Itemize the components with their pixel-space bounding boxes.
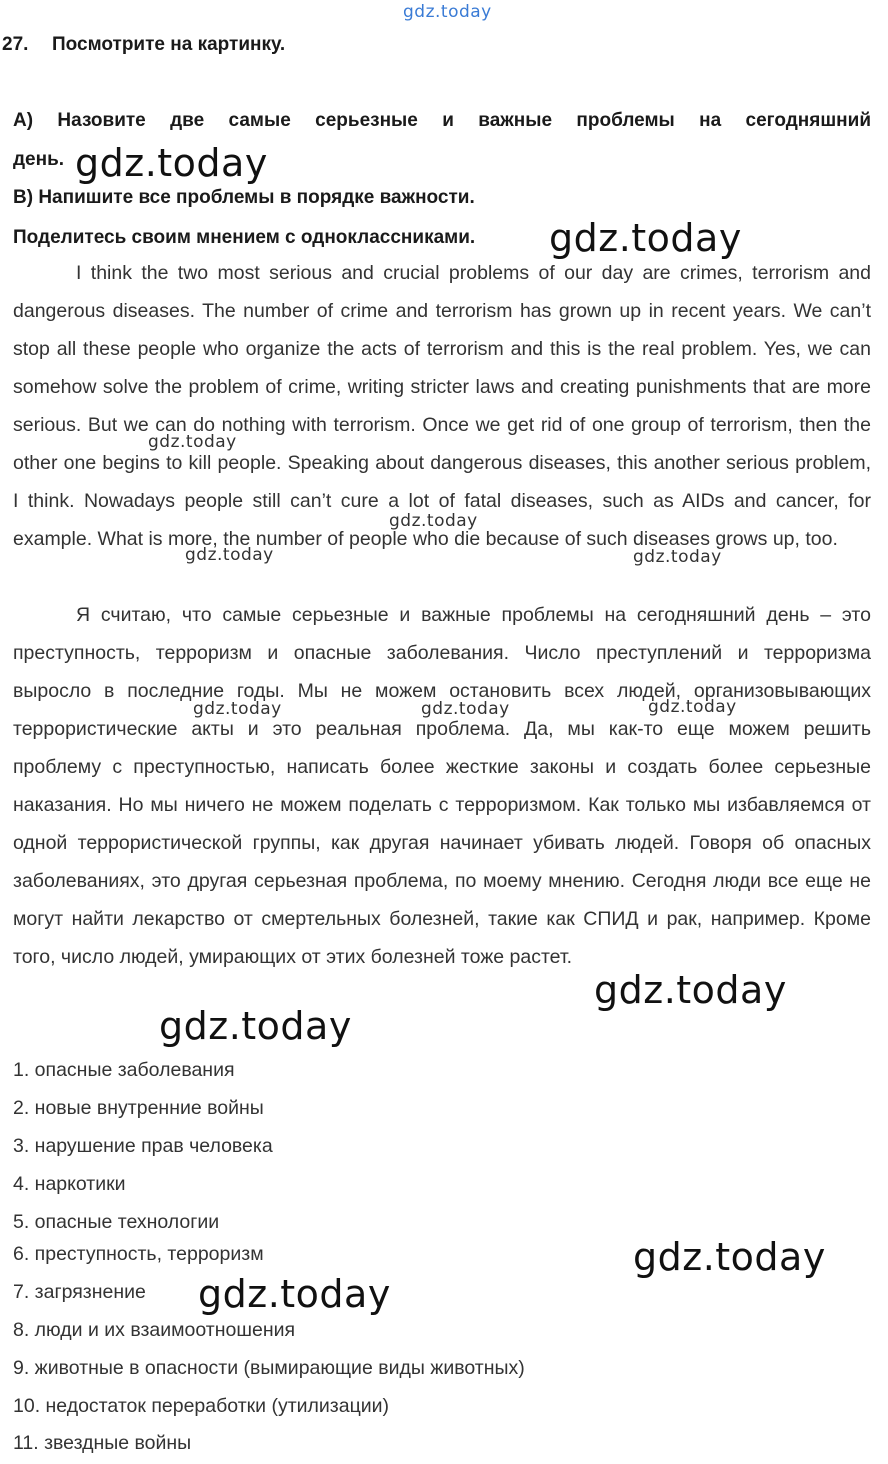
list-item: 10. недостаток переработки (утилизации) [13,1395,390,1417]
list-item: 2. новые внутренние войны [13,1097,264,1119]
answer-russian-text: Я считаю, что самые серьезные и важные проблемы на сегодняшний день – это преступность, терроризм и опасные заболевания. Число преступлений и терроризма выросло в последние годы. Мы не можем остановить всех людей, организовывающих террористические акты и это реальная проблема. Да, мы как-то еще можем решить проблему с преступностью, написать более жесткие законы и создать более серьезные наказания. Но мы ничего не можем поделать с терроризмом. Как только мы избавляемся от одной террористической группы, как другая начинает убивать людей. Говоря об опасных заболеваниях, это другая серьезная проблема, по моему мнению. Сегодня люди все еще не могут найти лекарство от смертельных болезней, такие как СПИД и рак, например. Кроме того, число людей, умирающих от этих болезней тоже растет. [13,604,871,968]
list-item: 1. опасные заболевания [13,1059,235,1081]
list-item: 6. преступность, терроризм [13,1243,264,1265]
list-item: 9. животные в опасности (вымирающие виды животных) [13,1357,525,1379]
watermark: gdz.today [159,1004,352,1048]
watermark: gdz.today [648,697,737,717]
answer-russian [13,596,871,976]
watermark: gdz.today [198,1272,391,1316]
watermark: gdz.today [633,1235,826,1279]
task-a-line2: день. [13,149,65,170]
watermark: gdz.today [421,699,510,719]
task-a-line1: А) Назовите две самые серьезные и важные проблемы на сегодняшний [13,110,871,131]
watermark: gdz.today [594,968,787,1012]
watermark: gdz.today [633,547,722,567]
watermark: gdz.today [75,141,268,185]
watermark: gdz.today [148,432,237,452]
exercise-number: 27. [2,34,29,55]
list-item: 8. люди и их взаимоотношения [13,1319,296,1341]
watermark: gdz.today [193,699,282,719]
list-item: 5. опасные технологии [13,1211,220,1233]
watermark: gdz.today [549,216,742,260]
list-item: 11. звездные войны [13,1432,192,1454]
answer-english-text: I think the two most serious and crucial problems of our day are crimes, terrorism and dangerous diseases. The number of crime and terrorism has grown up in recent years. We can’t stop all these people who organize the acts of terrorism and this is the real problem. Yes, we can somehow solve the problem of crime, writing stricter laws and creating punishments that are more serious. But we can do nothing with terrorism. Once we get rid of one group of terrorism, then the other one begins to kill people. Speaking about dangerous diseases, this another serious problem, I think. Nowadays people still can’t cure a lot of fatal diseases, such as AIDs and cancer, for example. What is more, the number of people who die because of such diseases grows up, too. [13,262,871,550]
list-item: 4. наркотики [13,1173,126,1195]
task-c: Поделитесь своим мнением с одноклассниками. [13,227,476,248]
exercise-title: Посмотрите на картинку. [52,34,286,55]
watermark: gdz.today [389,511,478,531]
watermark-top: gdz.today [403,2,492,22]
list-item: 3. нарушение прав человека [13,1135,273,1157]
watermark: gdz.today [185,545,274,565]
list-item: 7. загрязнение [13,1281,146,1303]
task-b: В) Напишите все проблемы в порядке важности. [13,187,475,208]
